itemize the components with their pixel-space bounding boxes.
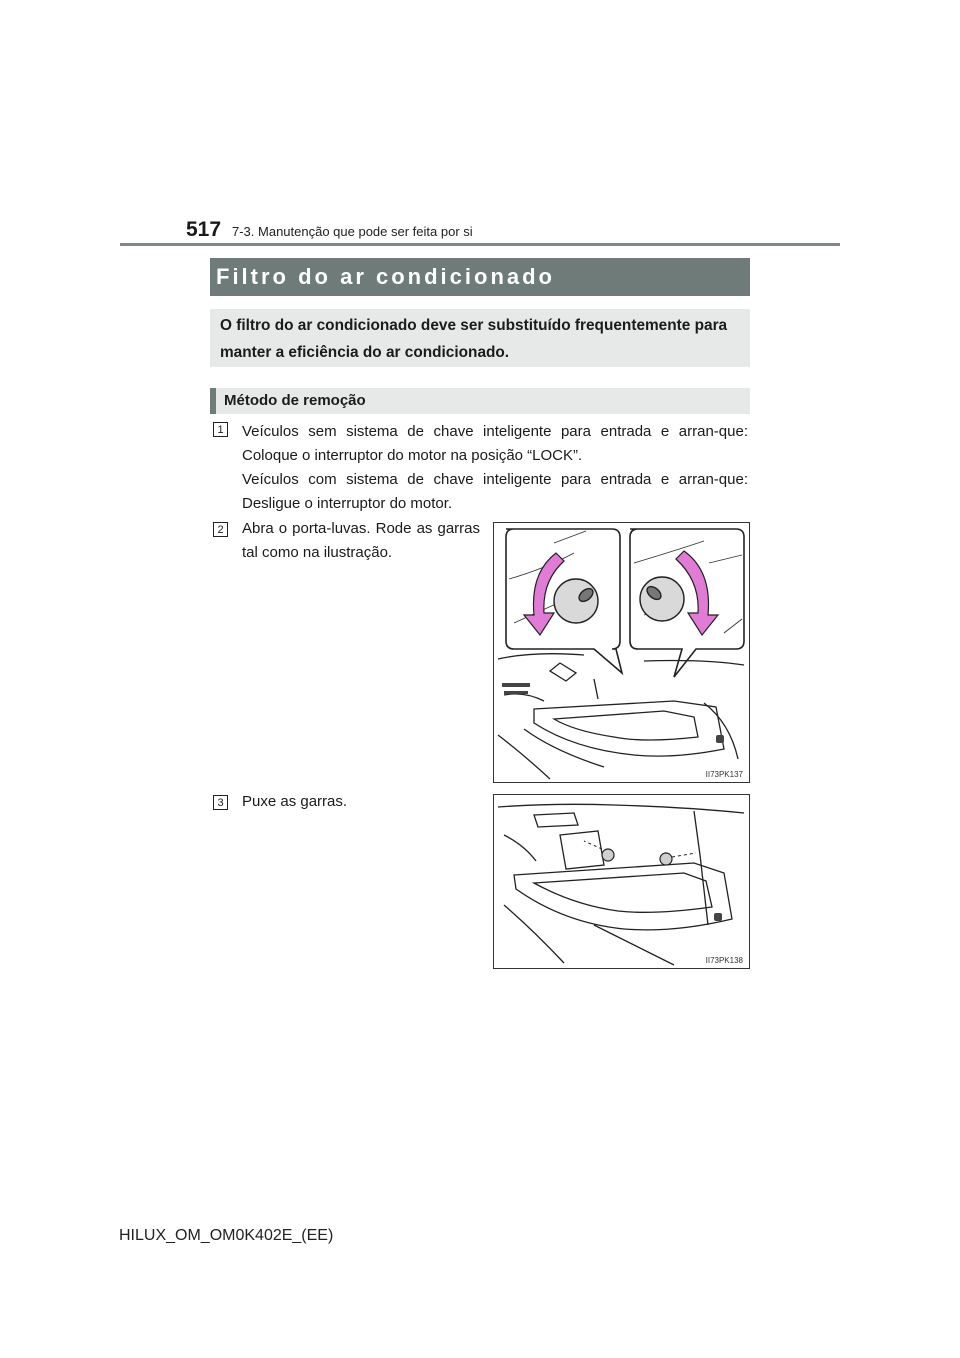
intro-box: O filtro do ar condicionado deve ser substituído frequentemente para manter a eficiência do ar condicionado. <box>210 309 750 367</box>
step-1-number: 1 <box>213 422 228 437</box>
header-rule <box>120 243 840 246</box>
step-1-paragraph-2: Veículos com sistema de chave inteligente para entrada e arran-que: Desligue o interruptor do motor. <box>242 471 748 512</box>
figure-code-2: II73PK138 <box>705 956 743 965</box>
figure-rotate-claws <box>493 522 750 783</box>
glovebox-rotate-illustration <box>494 523 749 782</box>
page-number: 517 <box>186 218 222 241</box>
step-2-text: Abra o porta-luvas. Rode as garras tal como na ilustração. <box>242 520 480 561</box>
footer-doc-code: HILUX_OM_OM0K402E_(EE) <box>119 1227 334 1244</box>
figure-code-1: II73PK137 <box>705 770 743 779</box>
step-1-paragraph-1: Veículos sem sistema de chave inteligente para entrada e arran-que: Coloque o interruptor do motor na posição “LOCK”. <box>242 423 748 464</box>
step-2-number: 2 <box>213 522 228 537</box>
figure-pull-claws <box>493 794 750 969</box>
page-title: Filtro do ar condicionado <box>210 258 750 296</box>
removal-method-heading: Método de remoção <box>210 388 750 414</box>
step-3-text: Puxe as garras. <box>242 793 348 810</box>
step-3-number: 3 <box>213 795 228 810</box>
glovebox-pull-illustration <box>494 795 749 968</box>
section-path: 7-3. Manutenção que pode ser feita por si <box>232 224 473 239</box>
